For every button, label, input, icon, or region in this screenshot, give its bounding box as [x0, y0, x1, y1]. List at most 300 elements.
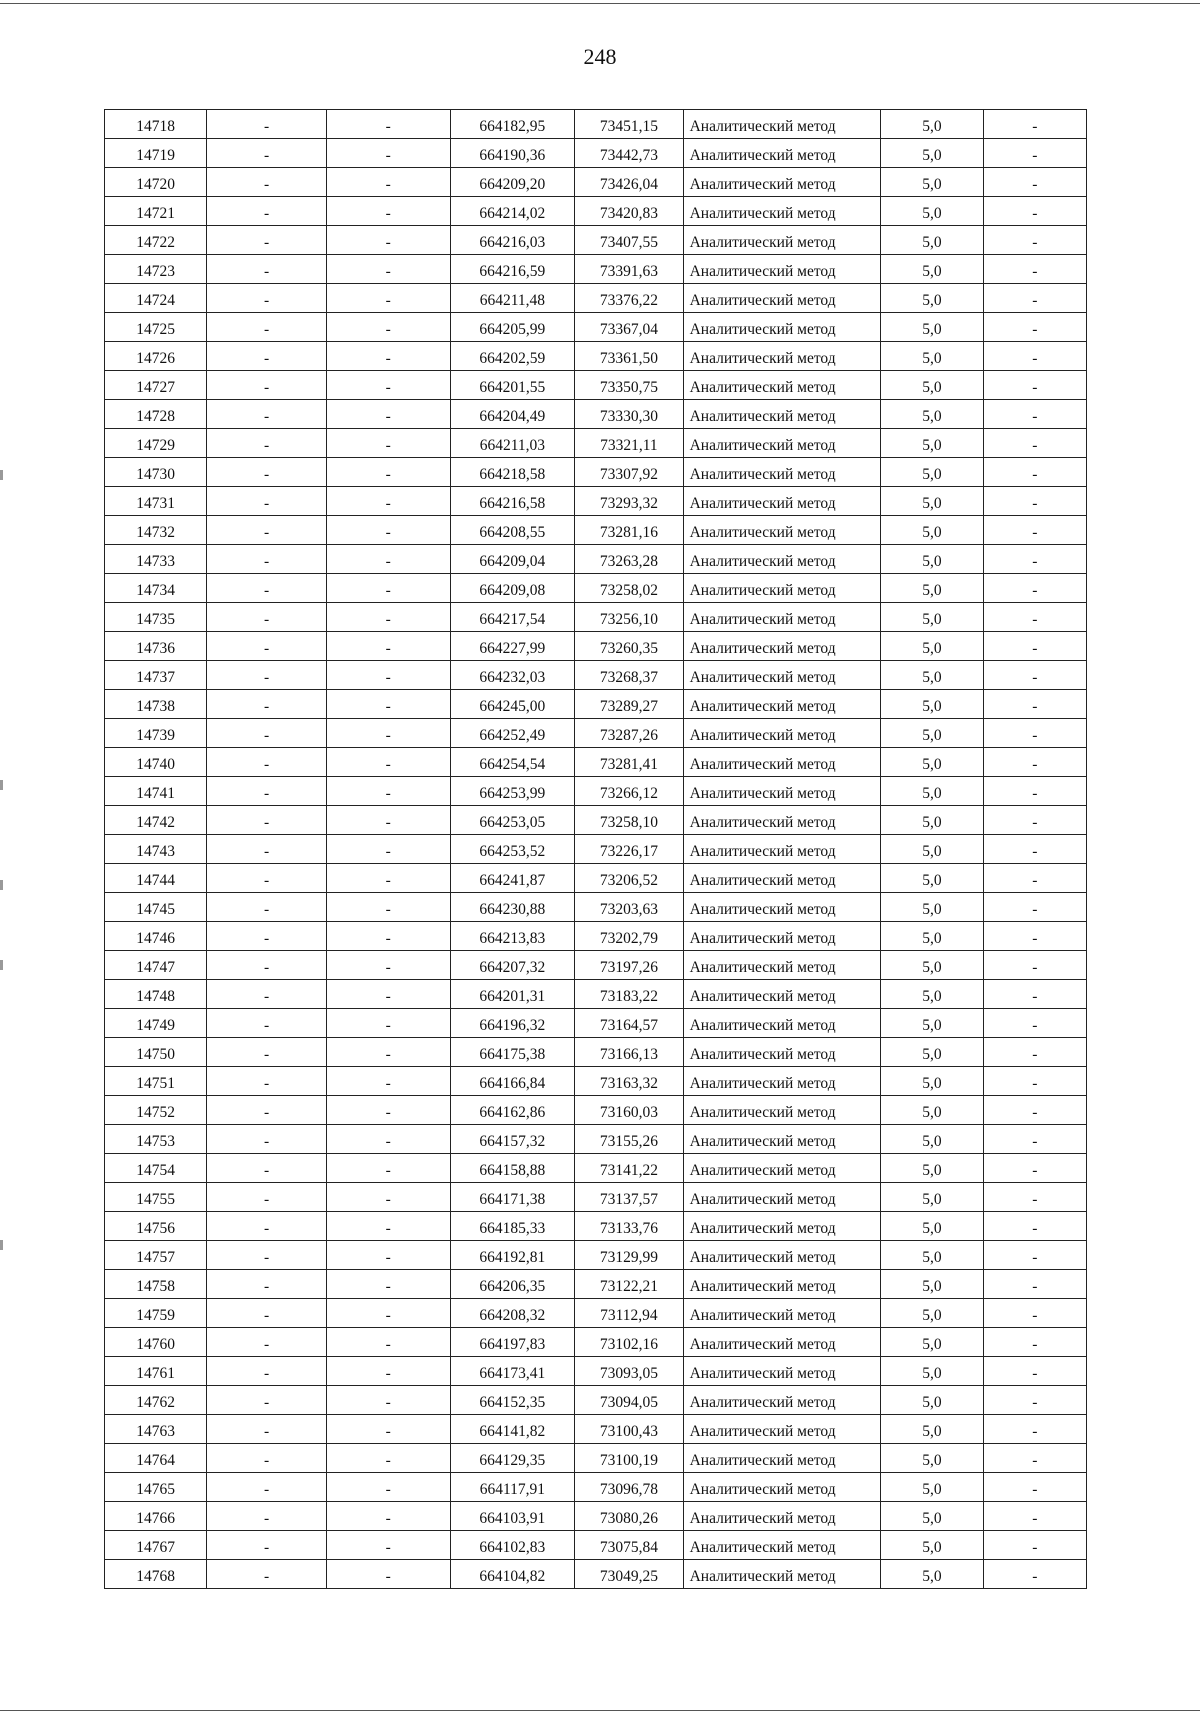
accuracy-cell: 5,0: [881, 429, 983, 458]
method-cell: Аналитический метод: [683, 1270, 881, 1299]
accuracy-cell: 5,0: [881, 1183, 983, 1212]
method-cell: Аналитический метод: [683, 342, 881, 371]
x-coordinate-cell: 664205,99: [450, 313, 575, 342]
dash-cell: -: [207, 719, 327, 748]
y-coordinate-cell: 73137,57: [575, 1183, 683, 1212]
dash-cell: -: [326, 1502, 450, 1531]
method-cell: Аналитический метод: [683, 574, 881, 603]
method-cell: Аналитический метод: [683, 168, 881, 197]
method-cell: Аналитический метод: [683, 1473, 881, 1502]
dash-cell: -: [207, 1270, 327, 1299]
dash-cell: -: [207, 139, 327, 168]
method-cell: Аналитический метод: [683, 603, 881, 632]
method-cell: Аналитический метод: [683, 632, 881, 661]
y-coordinate-cell: 73112,94: [575, 1299, 683, 1328]
accuracy-cell: 5,0: [881, 951, 983, 980]
dash-cell: -: [983, 110, 1086, 139]
method-cell: Аналитический метод: [683, 255, 881, 284]
method-cell: Аналитический метод: [683, 516, 881, 545]
dash-cell: -: [207, 661, 327, 690]
dash-cell: -: [983, 458, 1086, 487]
table-row: [105, 400, 1087, 429]
x-coordinate-cell: 664192,81: [450, 1241, 575, 1270]
y-coordinate-cell: 73183,22: [575, 980, 683, 1009]
table-row: [105, 893, 1087, 922]
page-number: 248: [583, 44, 617, 69]
method-cell: Аналитический метод: [683, 313, 881, 342]
dash-cell: -: [326, 1444, 450, 1473]
dash-cell: -: [983, 632, 1086, 661]
table-row: [105, 1154, 1087, 1183]
dash-cell: -: [207, 835, 327, 864]
accuracy-cell: 5,0: [881, 574, 983, 603]
table-row: [105, 603, 1087, 632]
dash-cell: -: [326, 777, 450, 806]
dash-cell: -: [983, 1531, 1086, 1560]
y-coordinate-cell: 73391,63: [575, 255, 683, 284]
x-coordinate-cell: 664253,99: [450, 777, 575, 806]
point-id-cell: 14736: [105, 632, 207, 661]
y-coordinate-cell: 73258,02: [575, 574, 683, 603]
dash-cell: -: [983, 922, 1086, 951]
table-row: [105, 1357, 1087, 1386]
dash-cell: -: [207, 690, 327, 719]
method-cell: Аналитический метод: [683, 1125, 881, 1154]
x-coordinate-cell: 664216,58: [450, 487, 575, 516]
point-id-cell: 14719: [105, 139, 207, 168]
scan-edge-mark: [0, 880, 3, 890]
y-coordinate-cell: 73163,32: [575, 1067, 683, 1096]
dash-cell: -: [983, 197, 1086, 226]
y-coordinate-cell: 73256,10: [575, 603, 683, 632]
x-coordinate-cell: 664218,58: [450, 458, 575, 487]
accuracy-cell: 5,0: [881, 1415, 983, 1444]
dash-cell: -: [207, 1502, 327, 1531]
table-row: [105, 806, 1087, 835]
dash-cell: -: [983, 806, 1086, 835]
x-coordinate-cell: 664209,04: [450, 545, 575, 574]
x-coordinate-cell: 664232,03: [450, 661, 575, 690]
method-cell: Аналитический метод: [683, 1183, 881, 1212]
method-cell: Аналитический метод: [683, 1444, 881, 1473]
accuracy-cell: 5,0: [881, 1531, 983, 1560]
dash-cell: -: [983, 1125, 1086, 1154]
y-coordinate-cell: 73407,55: [575, 226, 683, 255]
y-coordinate-cell: 73100,43: [575, 1415, 683, 1444]
accuracy-cell: 5,0: [881, 1241, 983, 1270]
method-cell: Аналитический метод: [683, 371, 881, 400]
accuracy-cell: 5,0: [881, 1560, 983, 1589]
point-id-cell: 14726: [105, 342, 207, 371]
dash-cell: -: [326, 342, 450, 371]
dash-cell: -: [983, 1415, 1086, 1444]
table-row: [105, 777, 1087, 806]
point-id-cell: 14735: [105, 603, 207, 632]
table-row: [105, 1183, 1087, 1212]
x-coordinate-cell: 664103,91: [450, 1502, 575, 1531]
y-coordinate-cell: 73330,30: [575, 400, 683, 429]
dash-cell: -: [326, 719, 450, 748]
method-cell: Аналитический метод: [683, 1212, 881, 1241]
table-row: [105, 255, 1087, 284]
dash-cell: -: [983, 1299, 1086, 1328]
accuracy-cell: 5,0: [881, 1009, 983, 1038]
table-row: [105, 574, 1087, 603]
table-row: [105, 1473, 1087, 1502]
dash-cell: -: [207, 632, 327, 661]
dash-cell: -: [983, 1270, 1086, 1299]
method-cell: Аналитический метод: [683, 1531, 881, 1560]
table-row: [105, 980, 1087, 1009]
x-coordinate-cell: 664213,83: [450, 922, 575, 951]
dash-cell: -: [326, 1270, 450, 1299]
y-coordinate-cell: 73049,25: [575, 1560, 683, 1589]
point-id-cell: 14755: [105, 1183, 207, 1212]
table-row: [105, 197, 1087, 226]
method-cell: Аналитический метод: [683, 777, 881, 806]
dash-cell: -: [207, 1212, 327, 1241]
accuracy-cell: 5,0: [881, 1299, 983, 1328]
dash-cell: -: [326, 748, 450, 777]
method-cell: Аналитический метод: [683, 1009, 881, 1038]
dash-cell: -: [326, 1154, 450, 1183]
x-coordinate-cell: 664211,03: [450, 429, 575, 458]
method-cell: Аналитический метод: [683, 226, 881, 255]
x-coordinate-cell: 664185,33: [450, 1212, 575, 1241]
method-cell: Аналитический метод: [683, 429, 881, 458]
table-row: [105, 1009, 1087, 1038]
dash-cell: -: [326, 400, 450, 429]
y-coordinate-cell: 73166,13: [575, 1038, 683, 1067]
y-coordinate-cell: 73094,05: [575, 1386, 683, 1415]
y-coordinate-cell: 73281,41: [575, 748, 683, 777]
y-coordinate-cell: 73075,84: [575, 1531, 683, 1560]
y-coordinate-cell: 73093,05: [575, 1357, 683, 1386]
x-coordinate-cell: 664171,38: [450, 1183, 575, 1212]
method-cell: Аналитический метод: [683, 893, 881, 922]
point-id-cell: 14740: [105, 748, 207, 777]
accuracy-cell: 5,0: [881, 197, 983, 226]
dash-cell: -: [983, 1473, 1086, 1502]
x-coordinate-cell: 664157,32: [450, 1125, 575, 1154]
table-row: [105, 1560, 1087, 1589]
accuracy-cell: 5,0: [881, 893, 983, 922]
dash-cell: -: [326, 632, 450, 661]
dash-cell: -: [207, 893, 327, 922]
dash-cell: -: [326, 284, 450, 313]
point-id-cell: 14731: [105, 487, 207, 516]
table-row: [105, 922, 1087, 951]
scan-edge-mark: [0, 780, 3, 790]
dash-cell: -: [207, 1386, 327, 1415]
x-coordinate-cell: 664196,32: [450, 1009, 575, 1038]
x-coordinate-cell: 664175,38: [450, 1038, 575, 1067]
y-coordinate-cell: 73268,37: [575, 661, 683, 690]
x-coordinate-cell: 664252,49: [450, 719, 575, 748]
method-cell: Аналитический метод: [683, 1096, 881, 1125]
x-coordinate-cell: 664208,32: [450, 1299, 575, 1328]
accuracy-cell: 5,0: [881, 284, 983, 313]
point-id-cell: 14720: [105, 168, 207, 197]
dash-cell: -: [207, 458, 327, 487]
dash-cell: -: [326, 864, 450, 893]
method-cell: Аналитический метод: [683, 139, 881, 168]
accuracy-cell: 5,0: [881, 1473, 983, 1502]
method-cell: Аналитический метод: [683, 458, 881, 487]
y-coordinate-cell: 73102,16: [575, 1328, 683, 1357]
point-id-cell: 14743: [105, 835, 207, 864]
y-coordinate-cell: 73266,12: [575, 777, 683, 806]
point-id-cell: 14768: [105, 1560, 207, 1589]
y-coordinate-cell: 73420,83: [575, 197, 683, 226]
dash-cell: -: [326, 1531, 450, 1560]
dash-cell: -: [983, 342, 1086, 371]
accuracy-cell: 5,0: [881, 777, 983, 806]
table-row: [105, 1212, 1087, 1241]
dash-cell: -: [326, 516, 450, 545]
dash-cell: -: [207, 110, 327, 139]
accuracy-cell: 5,0: [881, 632, 983, 661]
table-row: [105, 516, 1087, 545]
y-coordinate-cell: 73096,78: [575, 1473, 683, 1502]
coordinates-table: [104, 109, 1087, 1589]
y-coordinate-cell: 73451,15: [575, 110, 683, 139]
dash-cell: -: [326, 197, 450, 226]
accuracy-cell: 5,0: [881, 226, 983, 255]
dash-cell: -: [326, 371, 450, 400]
point-id-cell: 14760: [105, 1328, 207, 1357]
dash-cell: -: [983, 1212, 1086, 1241]
dash-cell: -: [207, 864, 327, 893]
dash-cell: -: [983, 1154, 1086, 1183]
point-id-cell: 14734: [105, 574, 207, 603]
x-coordinate-cell: 664173,41: [450, 1357, 575, 1386]
method-cell: Аналитический метод: [683, 1502, 881, 1531]
x-coordinate-cell: 664209,08: [450, 574, 575, 603]
x-coordinate-cell: 664216,59: [450, 255, 575, 284]
point-id-cell: 14724: [105, 284, 207, 313]
dash-cell: -: [326, 922, 450, 951]
accuracy-cell: 5,0: [881, 110, 983, 139]
dash-cell: -: [326, 1386, 450, 1415]
dash-cell: -: [326, 806, 450, 835]
accuracy-cell: 5,0: [881, 1386, 983, 1415]
x-coordinate-cell: 664207,32: [450, 951, 575, 980]
x-coordinate-cell: 664141,82: [450, 1415, 575, 1444]
accuracy-cell: 5,0: [881, 1444, 983, 1473]
x-coordinate-cell: 664104,82: [450, 1560, 575, 1589]
accuracy-cell: 5,0: [881, 1154, 983, 1183]
dash-cell: -: [983, 835, 1086, 864]
point-id-cell: 14767: [105, 1531, 207, 1560]
accuracy-cell: 5,0: [881, 980, 983, 1009]
y-coordinate-cell: 73141,22: [575, 1154, 683, 1183]
accuracy-cell: 5,0: [881, 342, 983, 371]
dash-cell: -: [983, 487, 1086, 516]
bottom-rule: [0, 1710, 1200, 1711]
accuracy-cell: 5,0: [881, 371, 983, 400]
point-id-cell: 14737: [105, 661, 207, 690]
dash-cell: -: [983, 168, 1086, 197]
accuracy-cell: 5,0: [881, 487, 983, 516]
accuracy-cell: 5,0: [881, 806, 983, 835]
table-row: [105, 458, 1087, 487]
point-id-cell: 14741: [105, 777, 207, 806]
dash-cell: -: [207, 400, 327, 429]
point-id-cell: 14723: [105, 255, 207, 284]
table-row: [105, 951, 1087, 980]
table-row: [105, 1241, 1087, 1270]
table-row: [105, 864, 1087, 893]
dash-cell: -: [326, 1241, 450, 1270]
point-id-cell: 14749: [105, 1009, 207, 1038]
dash-cell: -: [326, 487, 450, 516]
point-id-cell: 14766: [105, 1502, 207, 1531]
table-row: [105, 835, 1087, 864]
accuracy-cell: 5,0: [881, 168, 983, 197]
point-id-cell: 14738: [105, 690, 207, 719]
table-row: [105, 1270, 1087, 1299]
y-coordinate-cell: 73367,04: [575, 313, 683, 342]
y-coordinate-cell: 73203,63: [575, 893, 683, 922]
scan-edge-mark: [0, 470, 3, 480]
dash-cell: -: [207, 922, 327, 951]
point-id-cell: 14748: [105, 980, 207, 1009]
accuracy-cell: 5,0: [881, 603, 983, 632]
method-cell: Аналитический метод: [683, 400, 881, 429]
point-id-cell: 14739: [105, 719, 207, 748]
dash-cell: -: [207, 255, 327, 284]
x-coordinate-cell: 664254,54: [450, 748, 575, 777]
method-cell: Аналитический метод: [683, 980, 881, 1009]
dash-cell: -: [207, 226, 327, 255]
accuracy-cell: 5,0: [881, 1357, 983, 1386]
dash-cell: -: [983, 1444, 1086, 1473]
dash-cell: -: [326, 1183, 450, 1212]
dash-cell: -: [326, 690, 450, 719]
method-cell: Аналитический метод: [683, 1154, 881, 1183]
dash-cell: -: [983, 1067, 1086, 1096]
method-cell: Аналитический метод: [683, 719, 881, 748]
y-coordinate-cell: 73202,79: [575, 922, 683, 951]
dash-cell: -: [983, 1502, 1086, 1531]
dash-cell: -: [207, 1154, 327, 1183]
y-coordinate-cell: 73080,26: [575, 1502, 683, 1531]
dash-cell: -: [207, 574, 327, 603]
x-coordinate-cell: 664204,49: [450, 400, 575, 429]
dash-cell: -: [326, 603, 450, 632]
point-id-cell: 14758: [105, 1270, 207, 1299]
x-coordinate-cell: 664209,20: [450, 168, 575, 197]
method-cell: Аналитический метод: [683, 197, 881, 226]
dash-cell: -: [326, 951, 450, 980]
table-row: [105, 139, 1087, 168]
dash-cell: -: [326, 893, 450, 922]
accuracy-cell: 5,0: [881, 835, 983, 864]
point-id-cell: 14747: [105, 951, 207, 980]
y-coordinate-cell: 73260,35: [575, 632, 683, 661]
y-coordinate-cell: 73287,26: [575, 719, 683, 748]
table-row: [105, 110, 1087, 139]
dash-cell: -: [983, 1038, 1086, 1067]
table-row: [105, 1328, 1087, 1357]
table-row: [105, 1415, 1087, 1444]
method-cell: Аналитический метод: [683, 1038, 881, 1067]
y-coordinate-cell: 73361,50: [575, 342, 683, 371]
table-row: [105, 1038, 1087, 1067]
accuracy-cell: 5,0: [881, 1328, 983, 1357]
dash-cell: -: [207, 1183, 327, 1212]
dash-cell: -: [983, 1560, 1086, 1589]
x-coordinate-cell: 664245,00: [450, 690, 575, 719]
dash-cell: -: [326, 168, 450, 197]
dash-cell: -: [207, 197, 327, 226]
table-row: [105, 429, 1087, 458]
y-coordinate-cell: 73263,28: [575, 545, 683, 574]
dash-cell: -: [326, 110, 450, 139]
accuracy-cell: 5,0: [881, 1125, 983, 1154]
point-id-cell: 14727: [105, 371, 207, 400]
method-cell: Аналитический метод: [683, 487, 881, 516]
dash-cell: -: [326, 1328, 450, 1357]
dash-cell: -: [207, 429, 327, 458]
dash-cell: -: [326, 574, 450, 603]
dash-cell: -: [207, 777, 327, 806]
method-cell: Аналитический метод: [683, 922, 881, 951]
dash-cell: -: [326, 1009, 450, 1038]
x-coordinate-cell: 664162,86: [450, 1096, 575, 1125]
point-id-cell: 14763: [105, 1415, 207, 1444]
method-cell: Аналитический метод: [683, 661, 881, 690]
x-coordinate-cell: 664206,35: [450, 1270, 575, 1299]
method-cell: Аналитический метод: [683, 1415, 881, 1444]
dash-cell: -: [207, 1009, 327, 1038]
x-coordinate-cell: 664166,84: [450, 1067, 575, 1096]
dash-cell: -: [983, 371, 1086, 400]
dash-cell: -: [207, 1328, 327, 1357]
method-cell: Аналитический метод: [683, 1328, 881, 1357]
point-id-cell: 14759: [105, 1299, 207, 1328]
accuracy-cell: 5,0: [881, 690, 983, 719]
table-row: [105, 342, 1087, 371]
x-coordinate-cell: 664158,88: [450, 1154, 575, 1183]
point-id-cell: 14718: [105, 110, 207, 139]
y-coordinate-cell: 73226,17: [575, 835, 683, 864]
dash-cell: -: [207, 1415, 327, 1444]
dash-cell: -: [983, 748, 1086, 777]
y-coordinate-cell: 73293,32: [575, 487, 683, 516]
x-coordinate-cell: 664253,52: [450, 835, 575, 864]
y-coordinate-cell: 73129,99: [575, 1241, 683, 1270]
x-coordinate-cell: 664216,03: [450, 226, 575, 255]
method-cell: Аналитический метод: [683, 1357, 881, 1386]
dash-cell: -: [207, 1299, 327, 1328]
method-cell: Аналитический метод: [683, 864, 881, 893]
dash-cell: -: [983, 864, 1086, 893]
point-id-cell: 14751: [105, 1067, 207, 1096]
method-cell: Аналитический метод: [683, 1560, 881, 1589]
table-row: [105, 1531, 1087, 1560]
x-coordinate-cell: 664227,99: [450, 632, 575, 661]
dash-cell: -: [326, 255, 450, 284]
table-row: [105, 487, 1087, 516]
accuracy-cell: 5,0: [881, 1212, 983, 1241]
dash-cell: -: [326, 139, 450, 168]
table-row: [105, 690, 1087, 719]
x-coordinate-cell: 664190,36: [450, 139, 575, 168]
x-coordinate-cell: 664201,31: [450, 980, 575, 1009]
y-coordinate-cell: 73258,10: [575, 806, 683, 835]
